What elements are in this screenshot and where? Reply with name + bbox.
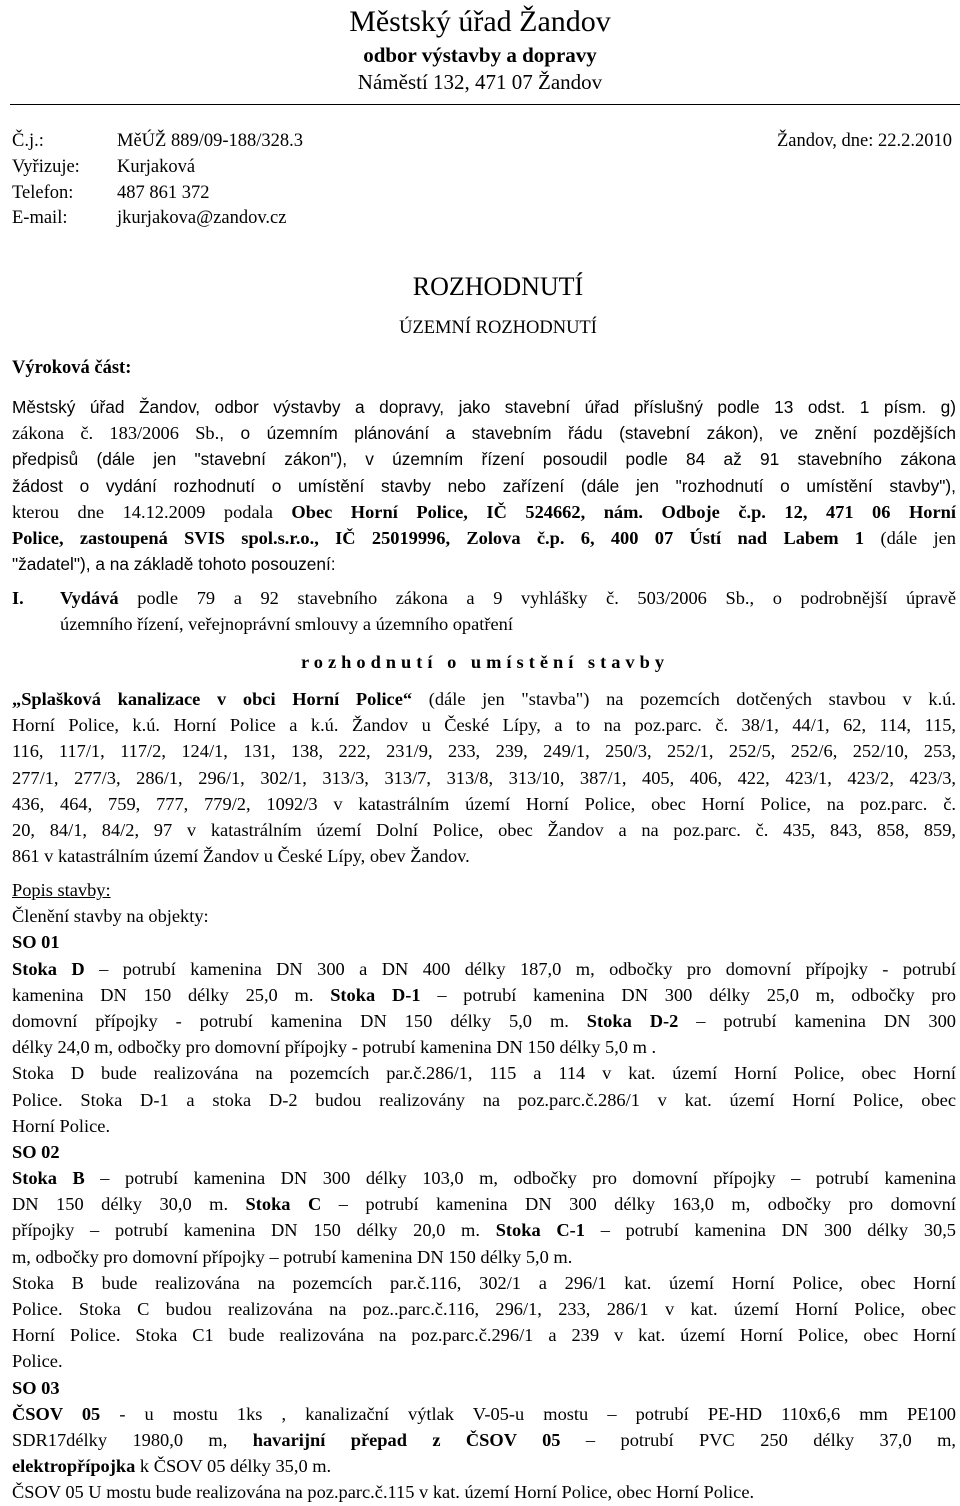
intro-line: Police, zastoupená SVIS spol.s.r.o., IČ 25019996, Zolova č.p. 6, 400 07 Ústí nad Labem 1 (dále jen [12, 527, 956, 548]
vyrizuje-label: Vyřizuje: [12, 157, 80, 177]
so01-line: kamenina DN 150 délky 25,0 m. Stoka D-1 – potrubí kamenina DN 300 délky 25,0 m, odbočky pro [12, 984, 956, 1005]
stavba-line: Horní Police, k.ú. Horní Police a k.ú. Žandov u České Lípy, a to na poz.parc. č. 38/1, 44/1, 62, 114, 115, [12, 715, 956, 736]
office-department: odbor výstavby a dopravy [363, 43, 597, 67]
stavba-paragraph [12, 686, 956, 869]
stavba-line: 861 v katastrálním území Žandov u České Lípy, obev Žandov. [12, 846, 470, 867]
decision-subtitle: ÚZEMNÍ ROZHODNUTÍ [399, 318, 597, 338]
telefon-value: 487 861 372 [117, 183, 210, 203]
so03-line: elektropřípojka k ČSOV 05 délky 35,0 m. [12, 1456, 332, 1477]
so02-line: Stoka B – potrubí kamenina DN 300 délky 103,0 m, odbočky pro domovní přípojky – potrubí kamenina [12, 1168, 956, 1189]
so02-line: Police. [12, 1351, 63, 1372]
so02-line: m, odbočky pro domovní přípojky – potrubí kamenina DN 150 délky 5,0 m. [12, 1246, 573, 1267]
so02-line: Horní Police. Stoka C1 bude realizována na poz.parc.č.296/1 a 239 v kat. území Horní Police, obec Horní [12, 1325, 956, 1346]
office-address: Náměstí 132, 471 07 Žandov [357, 70, 603, 94]
so01-line: Police. Stoka D-1 a stoka D-2 budou realizovány na poz.parc.č.286/1 v kat. území Horní Police, obec [12, 1089, 956, 1110]
email-value: jkurjakova@zandov.cz [117, 208, 287, 228]
section-I-line: Vydává podle 79 a 92 stavebního zákona a 9 vyhlášky č. 503/2006 Sb., o podrobnější úpravě [60, 588, 956, 608]
decision-title: ROZHODNUTÍ [412, 272, 584, 301]
so02-line: Stoka B bude realizována na pozemcích par.č.116, 302/1 a 296/1 kat. území Horní Police, obec Horní [12, 1272, 956, 1293]
so01-heading: SO 01 [12, 932, 60, 953]
so01-line: domovní přípojky - potrubí kamenina DN 150 délky 5,0 m. Stoka D-2 – potrubí kamenina DN 300 [12, 1010, 956, 1031]
so03-heading: SO 03 [12, 1377, 60, 1398]
intro-line: žádost o vydání rozhodnutí o umístění stavby nebo zařízení (dále jen "rozhodnutí o umístění stavby"), [12, 475, 956, 496]
telefon-label: Telefon: [12, 183, 74, 203]
stavba-line: 277/1, 277/3, 286/1, 296/1, 302/1, 313/3, 313/7, 313/8, 313/10, 387/1, 405, 406, 422, 423/1, 423/2, 423/3, [12, 767, 956, 788]
stavba-line: 116, 117/1, 117/2, 124/1, 131, 138, 222, 231/9, 233, 239, 249/1, 250/3, 252/1, 252/5, 252/6, 252/10, 253, [12, 741, 956, 762]
header-divider [10, 104, 960, 105]
so02-heading: SO 02 [12, 1141, 60, 1162]
stavba-line: 20, 84/1, 84/2, 97 v katastrálním území Dolní Police, obec Žandov a na poz.parc. č. 435, 843, 858, 859, [12, 819, 956, 840]
intro-line: "žadatel"), a na základě tohoto posouzení: [12, 554, 336, 575]
so02-line: Police. Stoka C budou realizována na poz..parc.č.116, 296/1, 233, 286/1 v kat. území Horní Police, obec [12, 1299, 956, 1319]
so03-line: ČSOV 05 - u mostu 1ks , kanalizační výtlak V-05-u mostu – potrubí PE-HD 110x6,6 mm PE100 [12, 1403, 956, 1424]
so03-line: SDR17délky 1980,0 m, havarijní přepad z ČSOV 05 – potrubí PVC 250 délky 37,0 m, [12, 1429, 956, 1450]
intro-line: kterou dne 14.12.2009 podala Obec Horní Police, IČ 524662, nám. Odboje č.p. 12, 471 06 Horní [12, 501, 956, 522]
stavba-line: „Splašková kanalizace v obci Horní Police“ (dále jen "stavba") na pozemcích dotčených stavbou v k.ú. [12, 689, 956, 709]
cj-label: Č.j.: [12, 131, 44, 151]
vyrizuje-value: Kurjaková [117, 157, 196, 177]
email-label: E-mail: [12, 208, 68, 228]
vyrokova-cast-label: Výroková část: [12, 358, 132, 378]
popis-section [12, 877, 956, 1506]
so03-line: ČSOV 05 U mostu bude realizována na poz.parc.č.115 v kat. území Horní Police, obec Horní Police. [12, 1482, 755, 1503]
intro-paragraph [12, 394, 956, 577]
section-I-text [60, 585, 956, 637]
section-number: I. [12, 588, 24, 608]
stavba-line: 436, 464, 759, 777, 779/2, 1092/3 v katastrálním území Horní Police, obec Horní Police, na poz.parc. č. [12, 793, 956, 814]
document-date: Žandov, dne: 22.2.2010 [776, 131, 952, 151]
so02-line: DN 150 délky 30,0 m. Stoka C – potrubí kamenina DN 300 délky 163,0 m, odbočky pro domovní [12, 1194, 956, 1215]
so02-line: přípojky – potrubí kamenina DN 150 délky 20,0 m. Stoka C-1 – potrubí kamenina DN 300 délky 30,5 [12, 1220, 956, 1241]
cleneni-label: Členění stavby na objekty: [12, 906, 209, 927]
intro-line: Městský úřad Žandov, odbor výstavby a dopravy, jako stavební úřad příslušný podle 13 odst. 1 písm. g) [12, 397, 956, 417]
section-I-line: územního řízení, veřejnoprávní smlouvy a územního opatření [60, 614, 513, 635]
office-title: Městský úřad Žandov [349, 5, 611, 38]
so01-line: Stoka D – potrubí kamenina DN 300 a DN 400 délky 187,0 m, odbočky pro domovní přípojky - potrubí [12, 958, 956, 979]
so01-line: délky 24,0 m, odbočky pro domovní přípojky - potrubí kamenina DN 150 délky 5,0 m . [12, 1037, 657, 1058]
popis-heading: Popis stavby: [12, 880, 111, 900]
intro-line: zákona č. 183/2006 Sb., o územním plánování a stavebním řádu (stavební zákon), ve znění pozdějších [12, 423, 956, 444]
so01-line: Horní Police. [12, 1115, 111, 1136]
cj-value: MěÚŽ 889/09-188/328.3 [117, 131, 304, 151]
so01-line: Stoka D bude realizována na pozemcích par.č.286/1, 115 a 114 v kat. území Horní Police, obec Horní [12, 1063, 956, 1084]
rozhodnuti-heading: rozhodnutí o umístění stavby [300, 652, 670, 672]
intro-line: předpisů (dále jen "stavební zákon"), v územním řízení posoudil podle 84 až 91 stavebního zákona [12, 449, 956, 470]
